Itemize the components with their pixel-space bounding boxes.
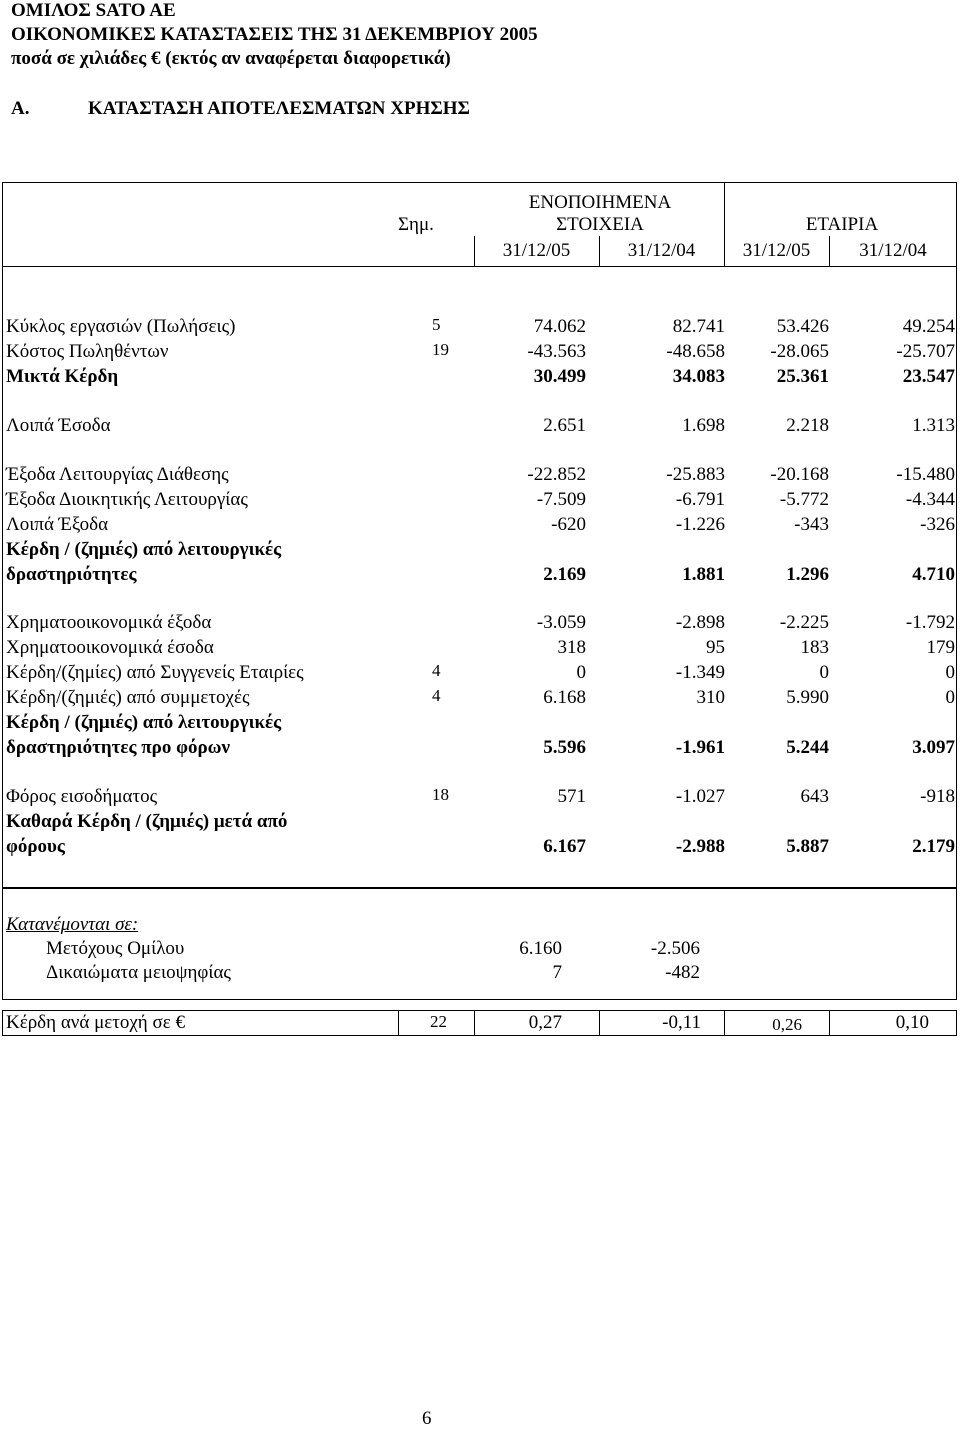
row-label: Χρηματοοικονομικά έσοδα bbox=[6, 637, 214, 658]
allocation-value: 6.160 bbox=[519, 938, 562, 959]
row-value: -2.898 bbox=[675, 612, 725, 633]
allocation-value: 7 bbox=[552, 962, 562, 983]
row-value: 183 bbox=[800, 637, 829, 658]
row-value: 0 bbox=[576, 662, 586, 683]
company-header: ΕΤΑΙΡΙΑ bbox=[805, 214, 879, 235]
row-value: 23.547 bbox=[902, 366, 955, 387]
row-value: 2.651 bbox=[543, 415, 586, 436]
row-value: -2.225 bbox=[779, 612, 829, 633]
row-value: 310 bbox=[696, 687, 725, 708]
eps-value: -0,11 bbox=[662, 1012, 701, 1033]
statements-title: ΟΙΚΟΝΟΜΙΚΕΣ ΚΑΤΑΣΤΑΣΕΙΣ ΤΗΣ 31 ΔΕΚΕΜΒΡΙΟΥ 2005 bbox=[11, 24, 538, 45]
section-number: Α. bbox=[11, 98, 30, 119]
eps-label: Κέρδη ανά μετοχή σε € bbox=[6, 1012, 185, 1033]
col-divider bbox=[398, 1010, 399, 1036]
row-value: 49.254 bbox=[902, 316, 955, 337]
row-note: 4 bbox=[432, 661, 441, 680]
row-value: 571 bbox=[557, 786, 586, 807]
row-value: 53.426 bbox=[776, 316, 829, 337]
row-value: -1.349 bbox=[675, 662, 725, 683]
row-value: 0 bbox=[945, 687, 955, 708]
row-value: -43.563 bbox=[527, 341, 586, 362]
row-label: Φόρος εισοδήματος bbox=[6, 786, 158, 807]
row-value: 179 bbox=[926, 637, 955, 658]
row-value: 82.741 bbox=[672, 316, 725, 337]
row-label: Λοιπά Έσοδα bbox=[6, 415, 111, 436]
section-title: ΚΑΤΑΣΤΑΣΗ ΑΠΟΤΕΛΕΣΜΑΤΩΝ ΧΡΗΣΗΣ bbox=[88, 98, 470, 119]
row-note: 19 bbox=[432, 340, 449, 359]
row-value: 30.499 bbox=[533, 366, 586, 387]
row-label: Έξοδα Λειτουργίας Διάθεσης bbox=[6, 464, 229, 485]
row-value: 0 bbox=[819, 662, 829, 683]
page-number: 6 bbox=[422, 1408, 432, 1429]
row-value: 1.698 bbox=[682, 415, 725, 436]
row-value: 95 bbox=[706, 637, 725, 658]
row-label: Κέρδη / (ζημιές) από λειτουργικές bbox=[6, 712, 282, 733]
row-value: 5.990 bbox=[786, 687, 829, 708]
row-value: 1.313 bbox=[912, 415, 955, 436]
row-value: 6.168 bbox=[543, 687, 586, 708]
row-label: Καθαρά Κέρδη / (ζημιές) μετά από bbox=[6, 811, 288, 832]
row-label: Χρηματοοικονομικά έξοδα bbox=[6, 612, 212, 633]
row-value: -7.509 bbox=[536, 489, 586, 510]
row-value: 1.296 bbox=[786, 564, 829, 585]
col-header-2: 31/12/04 bbox=[627, 240, 696, 261]
row-value: 643 bbox=[800, 786, 829, 807]
row-value: 5.244 bbox=[786, 737, 829, 758]
consolidated-header-line1: ΕΝΟΠΟΙΗΜΕΝΑ bbox=[528, 192, 672, 213]
row-value: -20.168 bbox=[770, 464, 829, 485]
row-value: 5.887 bbox=[786, 836, 829, 857]
row-value: -343 bbox=[794, 514, 829, 535]
row-label-continued: δραστηριότητες προ φόρων bbox=[6, 737, 230, 758]
row-value: -620 bbox=[551, 514, 586, 535]
row-value: 6.167 bbox=[543, 836, 586, 857]
row-value: 2.179 bbox=[912, 836, 955, 857]
row-value: -6.791 bbox=[675, 489, 725, 510]
row-label: Μικτά Κέρδη bbox=[6, 366, 119, 387]
row-label: Κέρδη/(ζημιές) από συμμετοχές bbox=[6, 687, 250, 708]
row-value: -4.344 bbox=[905, 489, 955, 510]
row-note: 18 bbox=[432, 785, 449, 804]
row-value: 2.218 bbox=[786, 415, 829, 436]
consolidated-header-line2: ΣΤΟΙΧΕΙΑ bbox=[556, 214, 644, 235]
row-value: 4.710 bbox=[912, 564, 955, 585]
col-divider bbox=[724, 182, 725, 236]
allocation-label-minority: Δικαιώματα μειοψηφίας bbox=[46, 962, 231, 983]
row-label: Έξοδα Διοικητικής Λειτουργίας bbox=[6, 489, 248, 510]
row-value: 0 bbox=[945, 662, 955, 683]
row-value: -22.852 bbox=[527, 464, 586, 485]
row-label: Κέρδη/(ζημίες) από Συγγενείς Εταιρίες bbox=[6, 662, 304, 683]
row-value: -326 bbox=[920, 514, 955, 535]
row-value: 318 bbox=[557, 637, 586, 658]
row-note: 5 bbox=[432, 315, 441, 334]
row-note: 4 bbox=[432, 686, 441, 705]
col-header-3: 31/12/05 bbox=[742, 240, 811, 261]
row-value: -28.065 bbox=[770, 341, 829, 362]
row-value: -1.226 bbox=[675, 514, 725, 535]
row-value: -25.883 bbox=[666, 464, 725, 485]
row-value: 34.083 bbox=[672, 366, 725, 387]
row-value: -5.772 bbox=[779, 489, 829, 510]
row-label-continued: δραστηριότητες bbox=[6, 564, 137, 585]
row-label-continued: φόρους bbox=[6, 836, 65, 857]
row-value: 5.596 bbox=[543, 737, 586, 758]
row-value: -918 bbox=[920, 786, 955, 807]
note-header: Σημ. bbox=[398, 214, 434, 235]
row-value: -48.658 bbox=[666, 341, 725, 362]
row-value: -2.988 bbox=[675, 836, 725, 857]
allocation-label-shareholders: Μετόχους Ομίλου bbox=[46, 938, 185, 959]
col-header-1: 31/12/05 bbox=[502, 240, 571, 261]
company-title: ΟΜΙΛΟΣ SATO AE bbox=[11, 0, 176, 21]
eps-value: 0,10 bbox=[895, 1012, 929, 1033]
row-value: 2.169 bbox=[543, 564, 586, 585]
row-label: Λοιπά Έξοδα bbox=[6, 514, 109, 535]
header-bottom-rule bbox=[2, 266, 957, 267]
row-value: 1.881 bbox=[682, 564, 725, 585]
eps-value: 0,27 bbox=[528, 1012, 562, 1033]
amounts-note: ποσά σε χιλιάδες € (εκτός αν αναφέρεται διαφορετικά) bbox=[11, 48, 451, 69]
row-value: -1.961 bbox=[675, 737, 725, 758]
row-value: 3.097 bbox=[912, 737, 955, 758]
row-value: 25.361 bbox=[776, 366, 829, 387]
allocation-value: -2.506 bbox=[650, 938, 700, 959]
col-header-4: 31/12/04 bbox=[859, 240, 927, 261]
row-label: Κόστος Πωληθέντων bbox=[6, 341, 169, 362]
row-label: Κύκλος εργασιών (Πωλήσεις) bbox=[6, 316, 236, 337]
row-value: -1.027 bbox=[675, 786, 725, 807]
row-value: -15.480 bbox=[896, 464, 955, 485]
row-value: -1.792 bbox=[905, 612, 955, 633]
eps-note: 22 bbox=[430, 1012, 447, 1031]
row-label: Κέρδη / (ζημιές) από λειτουργικές bbox=[6, 539, 282, 560]
allocation-title: Κατανέμονται σε: bbox=[6, 914, 139, 935]
eps-value: 0,26 bbox=[772, 1015, 802, 1034]
row-value: -3.059 bbox=[536, 612, 586, 633]
row-value: 74.062 bbox=[533, 316, 586, 337]
allocation-value: -482 bbox=[665, 962, 700, 983]
row-value: -25.707 bbox=[896, 341, 955, 362]
